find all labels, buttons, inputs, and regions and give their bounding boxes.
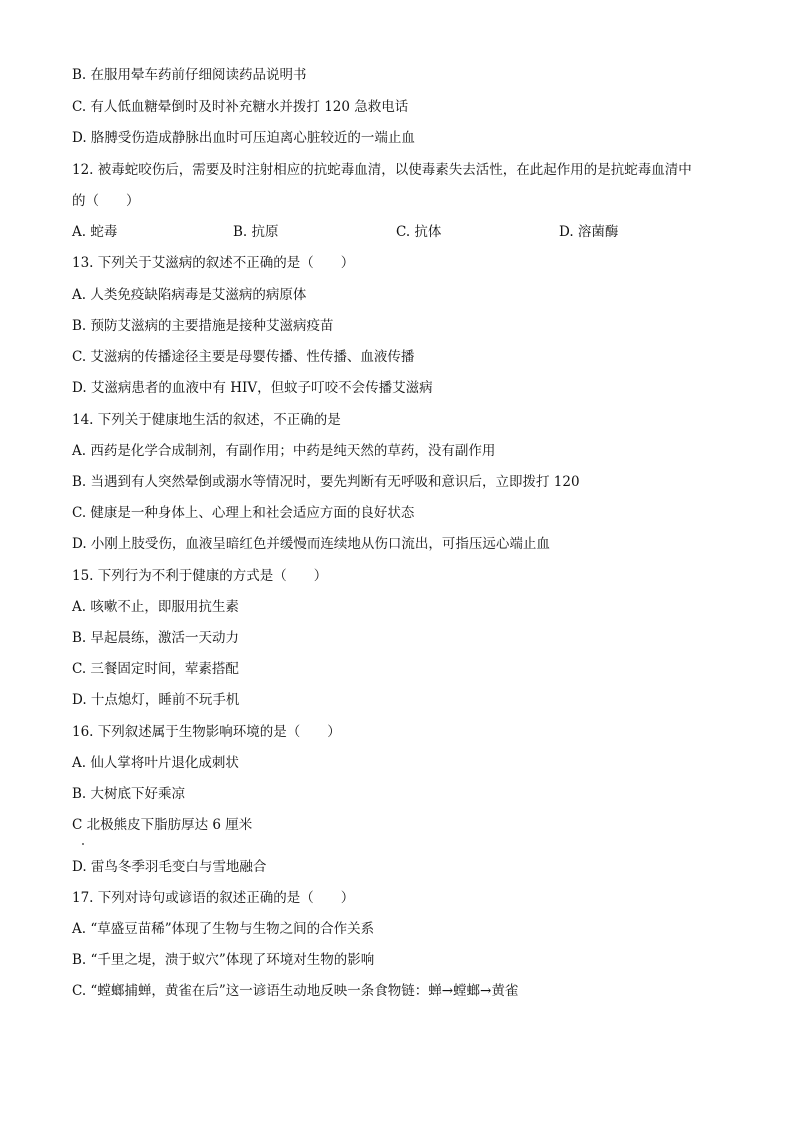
q12-option-c: C. 抗体 (396, 224, 442, 240)
q16-option-a: A. 仙人掌将叶片退化成刺状 (72, 755, 239, 771)
q17-stem: 17. 下列对诗句或谚语的叙述正确的是（ ） (72, 890, 355, 906)
q13-option-b: B. 预防艾滋病的主要措施是接种艾滋病疫苗 (72, 318, 334, 334)
q13-option-a: A. 人类免疫缺陷病毒是艾滋病的病原体 (72, 287, 307, 303)
q15-option-a: A. 咳嗽不止，即服用抗生素 (72, 599, 239, 615)
q17-option-a: A. “草盛豆苗稀”体现了生物与生物之间的合作关系 (72, 921, 375, 937)
q16-option-d: D. 雷鸟冬季羽毛变白与雪地融合 (72, 859, 267, 875)
q16-option-c: C 北极熊皮下脂肪厚达 6 厘米 (72, 817, 253, 833)
q12-options (72, 223, 732, 241)
q16-stem: 16. 下列叙述属于生物影响环境的是（ ） (72, 724, 341, 740)
q17-option-b: B. “千里之堤，溃于蚁穴”体现了环境对生物的影响 (72, 952, 375, 968)
q14-stem: 14. 下列关于健康地生活的叙述，不正确的是 (72, 412, 341, 428)
q15-option-c: C. 三餐固定时间，荤素搭配 (72, 661, 239, 677)
q15-option-b: B. 早起晨练，激活一天动力 (72, 630, 240, 646)
q11-option-c: C. 有人低血糖晕倒时及时补充糖水并拨打 120 急救电话 (72, 99, 409, 115)
stray-dot (82, 843, 84, 845)
q17-option-c: C. “螳螂捕蝉，黄雀在后”这一谚语生动地反映一条食物链：蝉→螳螂→黄雀 (72, 983, 519, 999)
q14-option-b: B. 当遇到有人突然晕倒或溺水等情况时，要先判断有无呼吸和意识后，立即拨打 120 (72, 474, 580, 490)
q16-option-b: B. 大树底下好乘凉 (72, 786, 186, 802)
q15-option-d: D. 十点熄灯，睡前不玩手机 (72, 692, 240, 708)
q12-option-a: A. 蛇毒 (72, 224, 118, 240)
q14-option-c: C. 健康是一种身体上、心理上和社会适应方面的良好状态 (72, 505, 415, 521)
q14-option-a: A. 西药是化学合成制剂，有副作用；中药是纯天然的草药，没有副作用 (72, 443, 496, 459)
q12-stem-continued: 的（ ） (72, 193, 140, 209)
q12-stem: 12. 被毒蛇咬伤后，需要及时注射相应的抗蛇毒血清，以使毒素失去活性，在此起作用的是抗蛇毒血清中 (72, 162, 692, 178)
q14-option-d: D. 小刚上肢受伤，血液呈暗红色并缓慢而连续地从伤口流出，可指压远心端止血 (72, 536, 550, 552)
q13-stem: 13. 下列关于艾滋病的叙述不正确的是（ ） (72, 255, 355, 271)
q12-option-d: D. 溶菌酶 (559, 224, 619, 240)
q12-option-b: B. 抗原 (233, 224, 279, 240)
q11-option-b: B. 在服用晕车药前仔细阅读药品说明书 (72, 67, 307, 83)
q13-option-c: C. 艾滋病的传播途径主要是母婴传播、性传播、血液传播 (72, 349, 415, 365)
q11-option-d: D. 胳膊受伤造成静脉出血时可压迫离心脏较近的一端止血 (72, 130, 415, 146)
q15-stem: 15. 下列行为不利于健康的方式是（ ） (72, 568, 328, 584)
q13-option-d: D. 艾滋病患者的血液中有 HIV，但蚊子叮咬不会传播艾滋病 (72, 380, 433, 396)
